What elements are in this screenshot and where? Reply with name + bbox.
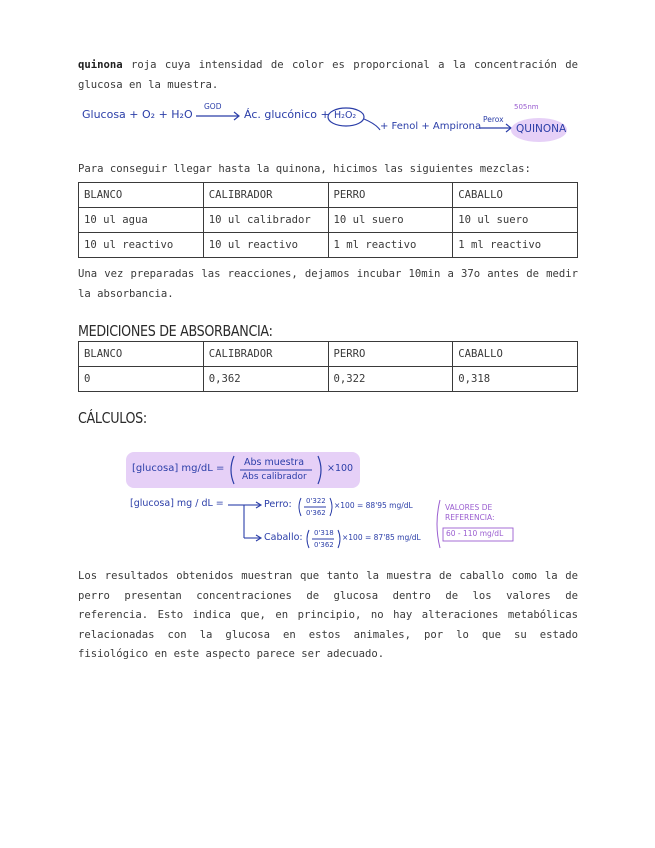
formula-numerator: Abs muestra bbox=[244, 457, 305, 468]
perro-result: ×100 = 88'95 mg/dL bbox=[334, 501, 413, 510]
mix-sentence: Para conseguir llegar hasta la quinona, hicimos las siguientes mezclas: bbox=[78, 163, 531, 175]
mix-cell: 1 ml reactivo bbox=[453, 233, 578, 258]
mix-cell: 10 ul suero bbox=[328, 208, 453, 233]
intro-text: roja cuya intensidad de color es proporcional a la concentración de glucosa en la muestra. bbox=[78, 59, 578, 91]
absorbance-header-cell: CALIBRADOR bbox=[203, 342, 328, 367]
absorbance-value-cell: 0 bbox=[79, 367, 204, 392]
mix-cell: 10 ul agua bbox=[79, 208, 204, 233]
reaction-fenol: + Fenol + Ampirona bbox=[380, 121, 482, 132]
mix-table-header-row bbox=[79, 183, 578, 208]
calculos-heading: CÁLCULOS: bbox=[78, 409, 147, 427]
reaction-enzyme-perox: Perox bbox=[483, 115, 504, 124]
conclusion-paragraph: Los resultados obtenidos muestran que tanto la muestra de caballo como la de perro presentan concentraciones de glucosa dentro de los valores de referencia. Esto indica que, en principio, no hay alteraciones metabólicas relacionadas con la glucosa en estos animales, por lo que su estado fisiológico en este aspecto parece ser adecuado. bbox=[78, 570, 578, 660]
reaction-enzyme-god: GOD bbox=[204, 102, 222, 111]
calculations-block bbox=[120, 448, 540, 558]
absorbance-value-cell: 0,362 bbox=[203, 367, 328, 392]
mix-cell: 10 ul reactivo bbox=[79, 233, 204, 258]
mix-table-row bbox=[79, 208, 578, 233]
mix-cell: 10 ul suero bbox=[453, 208, 578, 233]
mix-header-cell: PERRO bbox=[328, 183, 453, 208]
formula-left: [glucosa] mg/dL = bbox=[132, 463, 225, 474]
caballo-label: Caballo: bbox=[264, 532, 303, 543]
formula-denominator: Abs calibrador bbox=[242, 472, 307, 482]
absorbance-value-cell: 0,322 bbox=[328, 367, 453, 392]
absorbance-header-cell: BLANCO bbox=[79, 342, 204, 367]
mix-cell: 10 ul reactivo bbox=[203, 233, 328, 258]
mix-cell: 1 ml reactivo bbox=[328, 233, 453, 258]
reaction-glucosa: Glucosa + O₂ + H₂O bbox=[82, 108, 193, 121]
mix-table-row bbox=[79, 233, 578, 258]
perro-denominator: 0'362 bbox=[306, 509, 326, 517]
reaction-product: Ác. glucónico + bbox=[244, 108, 330, 121]
reference-value: 60 - 110 mg/dL bbox=[446, 529, 504, 538]
mix-header-cell: CALIBRADOR bbox=[203, 183, 328, 208]
caballo-result: ×100 = 87'85 mg/dL bbox=[342, 533, 421, 542]
reference-title: VALORES DE REFERENCIA: bbox=[445, 503, 495, 522]
glucosa-line-left: [glucosa] mg / dL = bbox=[130, 498, 224, 509]
absorbance-table bbox=[78, 341, 578, 392]
perro-numerator: 0'322 bbox=[306, 497, 326, 505]
absorbance-heading: MEDICIONES DE ABSORBANCIA: bbox=[78, 322, 273, 340]
absorbance-value-row bbox=[79, 367, 578, 392]
absorbance-header-cell: PERRO bbox=[328, 342, 453, 367]
formula-multiplier: ×100 bbox=[327, 463, 354, 474]
reaction-quinona: QUINONA bbox=[516, 123, 567, 135]
mix-header-cell: CABALLO bbox=[453, 183, 578, 208]
mix-table bbox=[78, 182, 578, 258]
caballo-denominator: 0'362 bbox=[314, 541, 334, 549]
reaction-wavelength: 505nm bbox=[514, 103, 539, 111]
absorbance-value-cell: 0,318 bbox=[453, 367, 578, 392]
incubation-paragraph: Una vez preparadas las reacciones, dejamos incubar 10min a 37o antes de medir la absorbancia. bbox=[78, 268, 578, 300]
absorbance-header-cell: CABALLO bbox=[453, 342, 578, 367]
mix-header-cell: BLANCO bbox=[79, 183, 204, 208]
perro-label: Perro: bbox=[264, 499, 292, 510]
caballo-numerator: 0'318 bbox=[314, 529, 334, 537]
intro-paragraph bbox=[78, 56, 578, 95]
reaction-h2o2: H₂O₂ bbox=[334, 110, 357, 121]
absorbance-header-row bbox=[79, 342, 578, 367]
intro-bold-word: quinona bbox=[78, 59, 123, 71]
reaction-scheme bbox=[78, 100, 578, 146]
mix-cell: 10 ul calibrador bbox=[203, 208, 328, 233]
